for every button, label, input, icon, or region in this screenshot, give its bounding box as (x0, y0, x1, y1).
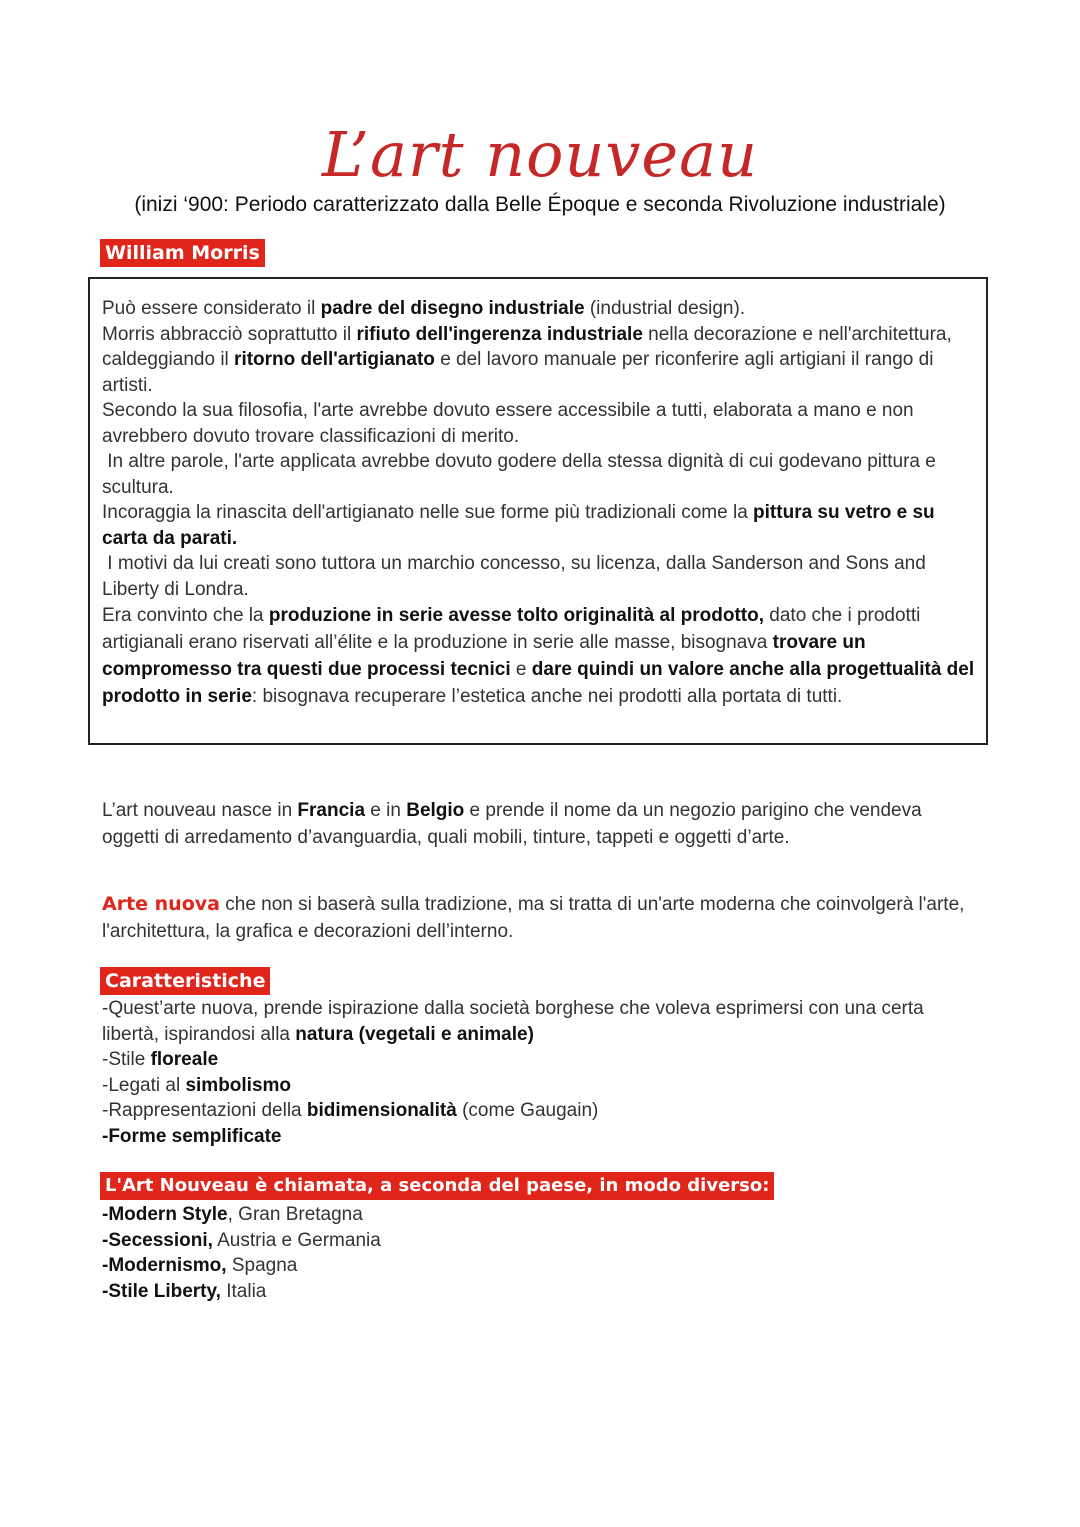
names-list (102, 1202, 982, 1304)
section-heading-william-morris: William Morris (100, 239, 265, 267)
morris-paragraph: Incoraggia la rinascita dell'artigianato nelle sue forme più tradizionali come la pittura su vetro e su carta da parati. (102, 502, 935, 549)
morris-paragraph: Era convinto che la produzione in serie avesse tolto originalità al prodotto, dato che i prodotti artigianali erano riservati all’élite e la produzione in serie alle masse, bisognava trovare un compromesso tra questi due processi tecnici e dare quindi un valore anche alla progettualità del prodotto in serie: bisognava recuperare l’estetica anche nei prodotti alla portata di tutti. (102, 605, 975, 707)
list-item: -Stile Liberty, Italia (102, 1280, 267, 1302)
page-title: L’art nouveau (321, 118, 759, 191)
list-item: -Quest’arte nuova, prende ispirazione dalla società borghese che voleva esprimersi con una certa libertà, ispirandosi alla natura (vegetali e animale) (102, 998, 924, 1045)
morris-paragraph: In altre parole, l'arte applicata avrebbe dovuto godere della stessa dignità di cui godevano pittura e scultura. (102, 451, 942, 498)
section-heading-caratteristiche: Caratteristiche (100, 967, 270, 995)
list-item: -Modernismo, Spagna (102, 1255, 298, 1276)
list-item: -Stile floreale (102, 1049, 219, 1070)
morris-paragraph: I motivi da lui creati sono tuttora un marchio concesso, su licenza, dalla Sanderson and Sons and Liberty di Londra. (102, 553, 932, 600)
morris-paragraph: Può essere considerato il padre del disegno industriale (industrial design). (102, 298, 746, 319)
list-item: -Rappresentazioni della bidimensionalità (come Gaugain) (102, 1100, 599, 1121)
list-item: -Forme semplificate (102, 1125, 282, 1147)
list-item: -Modern Style, Gran Bretagna (102, 1204, 363, 1225)
list-item: -Secessioni, Austria e Germania (102, 1229, 381, 1251)
page-subtitle: (inizi ‘900: Periodo caratterizzato dalla Belle Époque e seconda Rivoluzione industriale) (134, 193, 946, 216)
origin-paragraph: L’art nouveau nasce in Francia e in Belgio e prende il nome da un negozio parigino che vendeva oggetti di arredamento d’avanguardia, quali mobili, tinture, tappeti e oggetti d’arte. (102, 800, 922, 848)
morris-text (102, 296, 982, 710)
arte-nuova-paragraph: Arte nuova che non si baserà sulla tradizione, ma si tratta di un'arte moderna che coinvolgerà l'arte, l'architettura, la grafica e decorazioni dell’interno. (102, 893, 965, 942)
morris-paragraph: Secondo la sua filosofia, l'arte avrebbe dovuto essere accessibile a tutti, elaborata a mano e non avrebbero dovuto trovare classificazioni di merito. (102, 400, 914, 447)
list-item: -Legati al simbolismo (102, 1074, 292, 1096)
morris-paragraph: Morris abbracciò soprattutto il rifiuto dell'ingerenza industriale nella decorazione e nell'architettura, caldeggiando il ritorno dell'artigianato e del lavoro manuale per riconferire agli artigiani il rango di artisti. (102, 323, 952, 396)
section-heading-names: L'Art Nouveau è chiamata, a seconda del paese, in modo diverso: (100, 1172, 774, 1200)
caratteristiche-list (102, 996, 982, 1149)
